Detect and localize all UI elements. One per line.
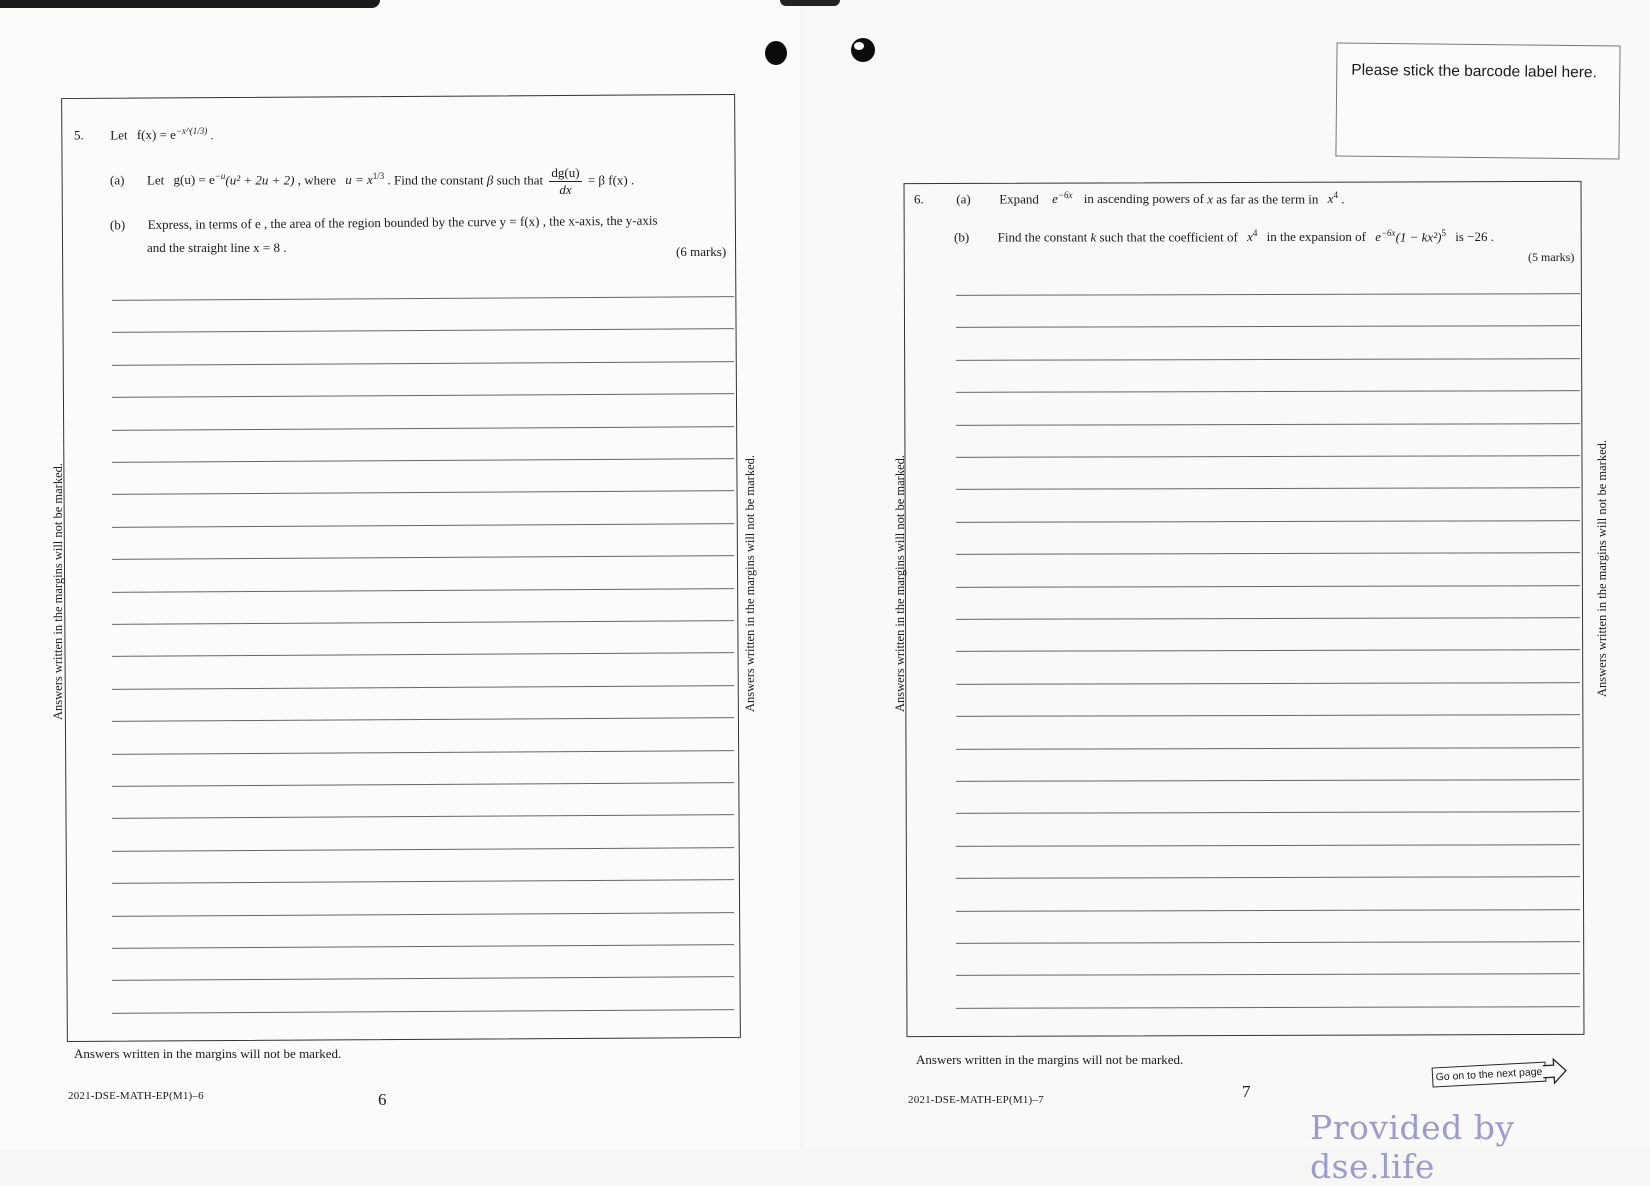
margin-note-right-inner: Answers written in the margins will not be marked.	[893, 454, 907, 712]
part-label: (b)	[954, 229, 970, 245]
page-number-right: 7	[1242, 1082, 1251, 1101]
paper-code-left: 2021-DSE-MATH-EP(M1)–6	[68, 1090, 204, 1102]
question-number: 5.	[74, 127, 84, 143]
derivative-fraction: $\frac{dg(u)}{dx}$	[551, 165, 580, 197]
question-5b-line-2: and the straight line x = 8 .	[147, 240, 287, 255]
paper-code-right: 2021-DSE-MATH-EP(M1)–7	[908, 1094, 1044, 1106]
scan-edge-shadow-center	[780, 0, 840, 6]
binder-hole-left	[765, 41, 787, 65]
question-5b: (b) Express, in terms of e , the area of the region bounded by the curve y = f(x) , the x-axis, the y-axis	[109, 212, 658, 233]
question-5a: (a) Let $g(u) = e^{-u}(u^2 + 2u + 2)$ , where $u = x^{1/3}$ . Find the constant β such that $\frac{dg(u)}{dx}$ = β f(x) .	[110, 165, 635, 197]
question-6a: 6. (a) Expand $e^{-6x}$ in ascending powers of x as far as the term in $x^4$ .	[914, 190, 1345, 207]
question-5-stem: 5. Let $f(x) = e^{-x\^{}(1/3)}$ .	[74, 126, 214, 143]
question-6b: (b) Find the constant k such that the coefficient of $x^4$ in the expansion of $e^{-6x}(1 - kx^2)^5$ is −26 .	[954, 228, 1494, 245]
binder-hole-right	[851, 38, 875, 62]
watermark: Provided by dse.life	[1310, 1108, 1515, 1186]
marks-q6: (5 marks)	[1528, 250, 1575, 264]
arrow-right-icon	[1541, 1056, 1568, 1085]
part-label: (b)	[109, 217, 126, 233]
barcode-label-box: Please stick the barcode label here.	[1335, 43, 1620, 160]
answer-box-q5	[61, 94, 741, 1042]
part-label: (a)	[956, 191, 971, 207]
part-label: (a)	[110, 172, 125, 188]
marks-q5: (6 marks)	[676, 244, 727, 259]
margin-note-left-outer: Answers written in the margins will not be marked.	[51, 462, 65, 720]
go-to-next-page-sign: Go on to the next page	[1431, 1056, 1568, 1091]
scan-edge-shadow	[0, 0, 380, 8]
page-number-left: 6	[378, 1090, 387, 1109]
margin-note-left-bottom: Answers written in the margins will not be marked.	[74, 1046, 342, 1061]
margin-note-right-bottom: Answers written in the margins will not be marked.	[916, 1052, 1184, 1067]
margin-note-left-inner: Answers written in the margins will not be marked.	[743, 454, 757, 712]
margin-note-right-outer: Answers written in the margins will not be marked.	[1595, 439, 1609, 697]
question-number: 6.	[914, 191, 924, 207]
